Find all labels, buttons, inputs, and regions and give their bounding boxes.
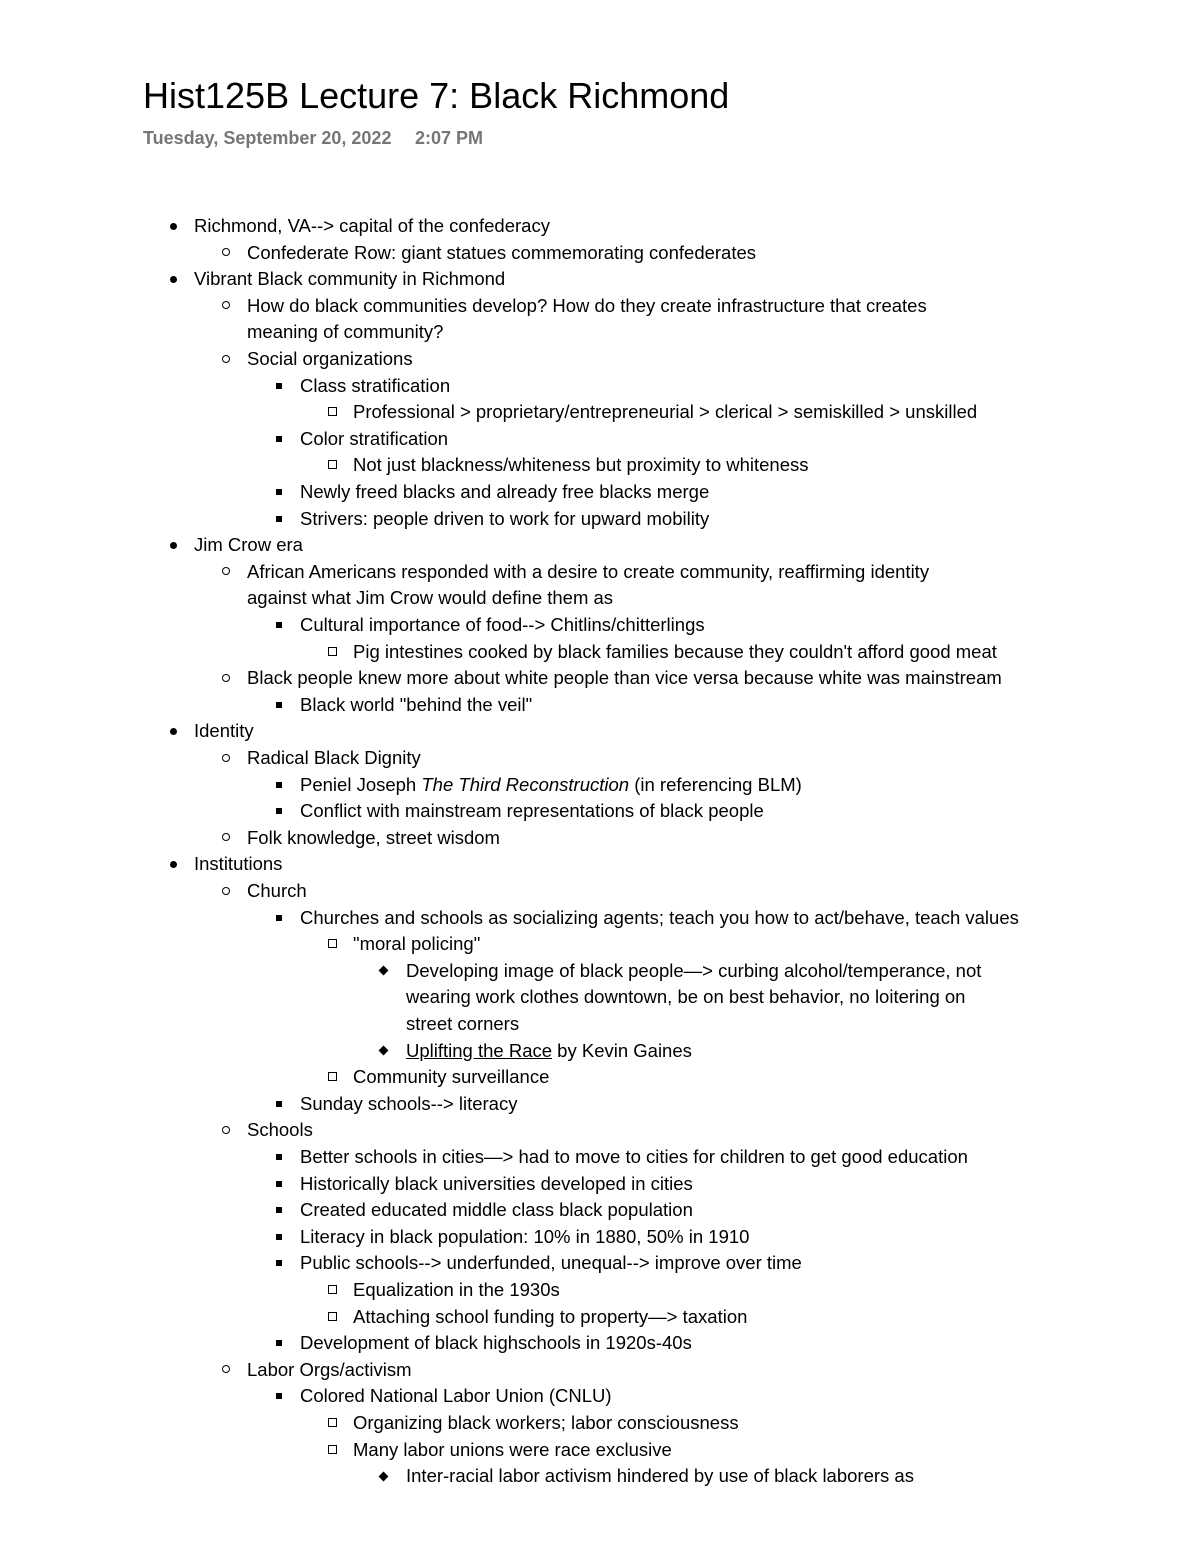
outline-line xyxy=(300,1224,749,1250)
outline-line-text: street corners xyxy=(406,1013,520,1034)
outline-line-text: Sunday schools--> literacy xyxy=(300,1092,518,1114)
outline-line xyxy=(247,559,929,585)
outline-line xyxy=(353,1277,560,1303)
outline-line-text: Better schools in cities—> had to move to cities for children to get good education xyxy=(300,1146,968,1167)
outline-line xyxy=(300,772,802,798)
bullet-square-icon xyxy=(276,1154,282,1160)
bullet-circle-icon xyxy=(222,674,230,682)
bullet-disc-icon xyxy=(170,276,177,283)
bullet-diamond-icon xyxy=(379,1046,389,1056)
outline-line xyxy=(353,1304,747,1330)
outline-line xyxy=(406,1038,692,1064)
outline-line-text: meaning of community? xyxy=(247,321,444,343)
outline-line-text: Organizing black workers; labor consciousness xyxy=(353,1412,739,1433)
outline-line xyxy=(300,612,705,638)
bullet-hollow-square-icon xyxy=(328,939,337,948)
outline-line-text: Labor Orgs/activism xyxy=(247,1358,412,1380)
note-time: 2:07 PM xyxy=(415,128,484,148)
outline-line xyxy=(353,399,977,425)
outline-line-text: Vibrant Black community in Richmond xyxy=(194,268,506,290)
outline-line xyxy=(353,931,480,957)
outline-line-text: Richmond, VA--> capital of the confederacy xyxy=(194,215,550,236)
bullet-circle-icon xyxy=(222,754,230,762)
outline-line-text: Churches and schools as socializing agents; teach you how to act/behave, teach values xyxy=(300,906,1019,928)
outline-line-text: wearing work clothes downtown, be on best behavior, no loitering on xyxy=(406,986,966,1008)
bullet-hollow-square-icon xyxy=(328,1072,337,1081)
outline-line xyxy=(247,319,443,345)
outline-line-text: Church xyxy=(247,880,307,901)
bullet-disc-icon xyxy=(170,223,177,230)
outline-line-text: Development of black highschools in 1920s-40s xyxy=(300,1332,692,1354)
bullet-circle-icon xyxy=(222,1126,230,1134)
bullet-square-icon xyxy=(276,622,282,628)
bullet-diamond-icon xyxy=(379,966,389,976)
outline-line xyxy=(300,1383,612,1409)
outline-line xyxy=(300,692,532,718)
outline-line-text: Radical Black Dignity xyxy=(247,747,421,768)
bullet-circle-icon xyxy=(222,567,230,575)
outline-line-text: Newly freed blacks and already free blacks merge xyxy=(300,481,710,502)
outline-line xyxy=(353,639,997,665)
bullet-hollow-square-icon xyxy=(328,460,337,469)
outline-line-text: Created educated middle class black population xyxy=(300,1199,693,1221)
outline-line-text: Not just blackness/whiteness but proximity to whiteness xyxy=(353,454,809,476)
outline-line-text: Pig intestines cooked by black families because they couldn't afford good meat xyxy=(353,640,997,662)
outline-line-text: Public schools--> underfunded, unequal--> improve over time xyxy=(300,1252,802,1274)
outline-line-text: against what Jim Crow would define them as xyxy=(247,587,614,609)
outline-line xyxy=(300,506,709,532)
outline-line xyxy=(247,346,413,372)
outline-line-text: (in referencing BLM) xyxy=(629,773,802,795)
outline-line xyxy=(406,958,981,984)
outline-line-text: Black world "behind the veil" xyxy=(300,693,533,715)
page-title: Hist125B Lecture 7: Black Richmond xyxy=(143,75,730,116)
outline-line xyxy=(247,665,1002,691)
bullet-circle-icon xyxy=(222,1365,230,1373)
outline-line-text: Jim Crow era xyxy=(194,534,303,556)
bullet-square-icon xyxy=(276,808,282,814)
outline-line xyxy=(247,585,613,611)
outline-line-text: Color stratification xyxy=(300,427,449,449)
outline-line xyxy=(247,1117,313,1143)
bullet-circle-icon xyxy=(222,833,230,841)
bullet-square-icon xyxy=(276,489,282,495)
bullet-disc-icon xyxy=(170,542,177,549)
outline-line-text: Folk knowledge, street wisdom xyxy=(247,826,500,848)
outline-line-text: Peniel Joseph xyxy=(300,773,422,795)
outline-line-text: The Third Reconstruction xyxy=(421,773,630,795)
outline-line xyxy=(247,825,500,851)
bullet-hollow-square-icon xyxy=(328,1418,337,1427)
outline-line xyxy=(300,1144,968,1170)
outline-line-text: Black people knew more about white people than vice versa because white was mainstream xyxy=(247,667,1002,689)
outline-line-text: Inter-racial labor activism hindered by use of black laborers as xyxy=(406,1465,914,1487)
outline-line-text: Attaching school funding to property—> taxation xyxy=(353,1305,748,1327)
outline-line xyxy=(300,905,1019,931)
outline-line xyxy=(300,1250,802,1276)
bullet-square-icon xyxy=(276,383,282,389)
outline-line xyxy=(300,1171,693,1197)
bullet-square-icon xyxy=(276,1181,282,1187)
bullet-hollow-square-icon xyxy=(328,407,337,416)
outline-line-text: Class stratification xyxy=(300,374,451,396)
outline-line-text: Literacy in black population: 10% in 1880, 50% in 1910 xyxy=(300,1225,750,1247)
outline-line-text: Many labor unions were race exclusive xyxy=(353,1438,672,1460)
outline-line xyxy=(194,851,282,877)
outline-line-text: Colored National Labor Union (CNLU) xyxy=(300,1385,612,1407)
outline-line-text: Cultural importance of food--> Chitlins/chitterlings xyxy=(300,614,705,635)
outline-line xyxy=(194,718,254,744)
outline-line xyxy=(300,1197,693,1223)
outline-line-text: Identity xyxy=(194,720,254,742)
bullet-square-icon xyxy=(276,516,282,522)
outline-line xyxy=(247,745,421,771)
outline-line xyxy=(247,240,756,266)
bullet-diamond-icon xyxy=(379,1471,389,1481)
outline-line xyxy=(300,426,448,452)
outline-line-text: Historically black universities developed in cities xyxy=(300,1172,693,1194)
outline-line xyxy=(300,1091,517,1117)
outline-line xyxy=(194,266,505,292)
bullet-hollow-square-icon xyxy=(328,1285,337,1294)
bullet-square-icon xyxy=(276,702,282,708)
bullet-circle-icon xyxy=(222,248,230,256)
outline-line-text: Conflict with mainstream representations of black people xyxy=(300,800,764,822)
outline-line-text: Community surveillance xyxy=(353,1066,550,1088)
note-timestamp xyxy=(143,126,484,150)
bullet-square-icon xyxy=(276,1260,282,1266)
outline-line-text: "moral policing" xyxy=(353,933,481,955)
outline-line xyxy=(300,373,450,399)
bullet-circle-icon xyxy=(222,355,230,363)
outline-line xyxy=(300,798,764,824)
outline-line-text: Social organizations xyxy=(247,348,413,369)
outline-line-text: Uplifting the Race xyxy=(406,1039,553,1061)
bullet-square-icon xyxy=(276,1234,282,1240)
outline-line-text: Schools xyxy=(247,1119,313,1141)
outline-line-text: Strivers: people driven to work for upward mobility xyxy=(300,507,710,529)
bullet-square-icon xyxy=(276,1340,282,1346)
outline-line-text: Confederate Row: giant statues commemorating confederates xyxy=(247,241,757,263)
outline-line xyxy=(353,1064,549,1090)
outline-line-text: How do black communities develop? How do they create infrastructure that creates xyxy=(247,294,927,316)
outline-line xyxy=(353,1410,739,1436)
outline-line-text: Equalization in the 1930s xyxy=(353,1279,560,1300)
bullet-square-icon xyxy=(276,1207,282,1213)
outline-line xyxy=(406,1011,519,1037)
bullet-circle-icon xyxy=(222,301,230,309)
bullet-hollow-square-icon xyxy=(328,1312,337,1321)
bullet-square-icon xyxy=(276,436,282,442)
bullet-hollow-square-icon xyxy=(328,647,337,656)
bullet-disc-icon xyxy=(170,861,177,868)
outline-line-text: by Kevin Gaines xyxy=(552,1039,692,1061)
bullet-square-icon xyxy=(276,1101,282,1107)
bullet-circle-icon xyxy=(222,887,230,895)
outline-line xyxy=(194,213,550,239)
outline-line xyxy=(353,1437,672,1463)
bullet-square-icon xyxy=(276,782,282,788)
outline-line xyxy=(247,293,927,319)
outline-line xyxy=(247,878,307,904)
outline-line xyxy=(194,532,303,558)
bullet-hollow-square-icon xyxy=(328,1445,337,1454)
outline-line-text: Institutions xyxy=(194,853,283,875)
bullet-square-icon xyxy=(276,915,282,921)
outline-line-text: Developing image of black people—> curbing alcohol/temperance, not xyxy=(406,959,982,981)
outline-line-text: Professional > proprietary/entrepreneurial > clerical > semiskilled > unskilled xyxy=(353,401,978,423)
note-date: Tuesday, September 20, 2022 xyxy=(143,128,392,148)
outline-line xyxy=(300,1330,692,1356)
bullet-square-icon xyxy=(276,1393,282,1399)
outline-line xyxy=(406,1463,914,1489)
bullet-disc-icon xyxy=(170,728,177,735)
outline-line xyxy=(300,479,709,505)
outline-line xyxy=(406,984,965,1010)
outline-line xyxy=(353,452,809,478)
outline-line-text: African Americans responded with a desire to create community, reaffirming identity xyxy=(247,560,930,582)
outline-line xyxy=(247,1357,412,1383)
